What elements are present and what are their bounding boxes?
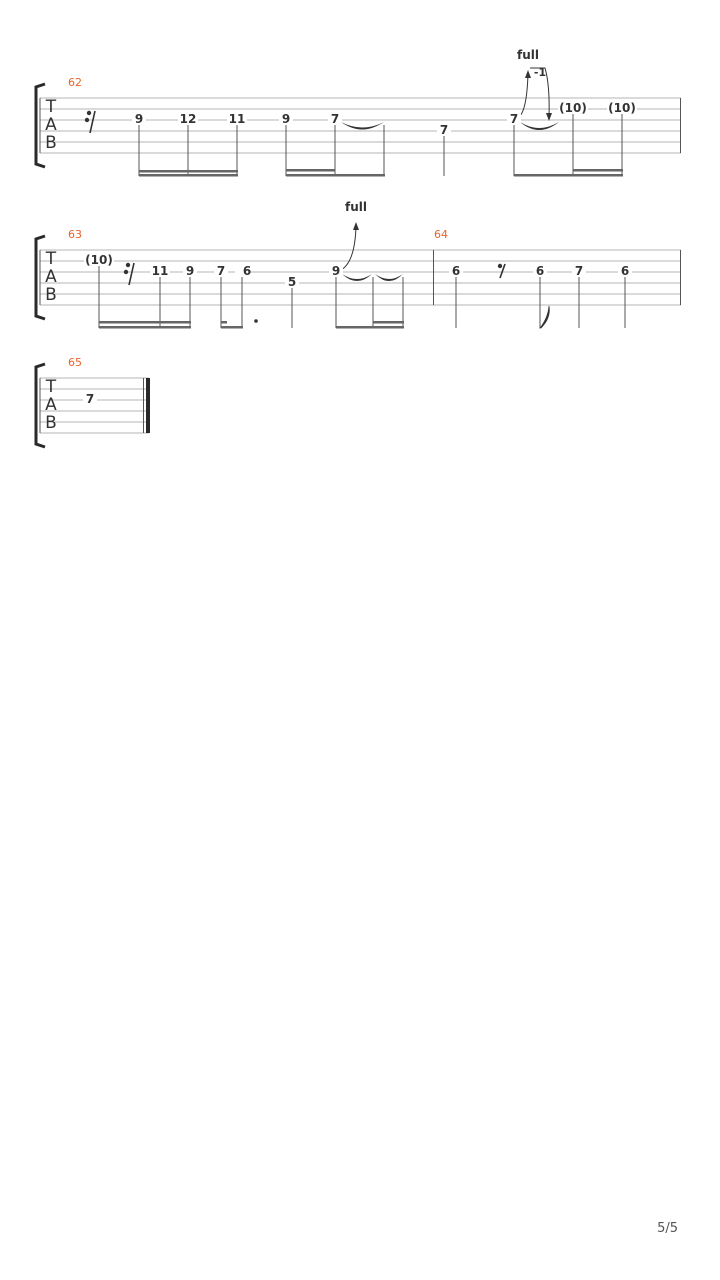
measure-number: 65 [68,356,82,369]
fret-number: 7 [85,392,95,406]
sixteenth-rest [124,263,134,285]
fret-number: (10) [608,101,636,115]
sixteenth-rest [85,111,95,133]
measure-number: 62 [68,76,82,89]
bend-label: full [345,200,367,214]
tab-clef-b: B [45,133,57,153]
fret-number: 11 [228,112,246,126]
tab-clef-b: B [45,285,57,305]
beams [139,169,623,177]
tab-clef-t: T [45,97,57,117]
final-barline-thick [146,378,150,433]
arrow-up-icon [353,222,359,230]
fret-number: 7 [330,112,340,126]
system-1 [36,48,681,177]
tab-clef-a: A [45,115,57,135]
bend-release-label: -1 [533,66,547,79]
tab-clef-b: B [45,413,57,433]
system-2 [36,200,681,329]
measure-number: 63 [68,228,82,241]
system-3 [36,356,150,447]
beams [99,321,404,329]
bend-arrow [341,226,356,270]
fret-number: 6 [535,264,545,278]
fret-number: 6 [451,264,461,278]
tab-clef-a: A [45,395,57,415]
fret-number: 7 [439,123,449,137]
tab-clef-a: A [45,267,57,287]
fret-number: 5 [287,275,297,289]
fret-number: 11 [151,264,169,278]
fret-number: 7 [574,264,584,278]
fret-number: 6 [242,264,252,278]
fret-number: (10) [559,101,587,115]
fret-number: 9 [331,264,341,278]
fret-number: (10) [85,253,113,267]
fret-number: 7 [216,264,226,278]
fret-number: 12 [179,112,197,126]
fret-number: 9 [185,264,195,278]
bend-label: full [517,48,539,62]
fret-number: 9 [281,112,291,126]
tie [375,274,403,281]
tab-clef-t: T [45,377,57,397]
fret-number: 7 [509,112,519,126]
tab-clef-t: T [45,249,57,269]
page-number: 5/5 [657,1221,678,1236]
tie [520,122,559,130]
tie [341,122,384,130]
measure-number: 64 [434,228,448,241]
eighth-flag [540,306,549,328]
fret-number: 9 [134,112,144,126]
augmentation-dot [254,319,258,323]
arrow-up-icon [525,70,531,78]
fret-number: 6 [620,264,630,278]
eighth-rest [498,264,505,278]
tie [342,274,372,281]
stems [139,114,622,176]
staff-lines [40,250,681,305]
